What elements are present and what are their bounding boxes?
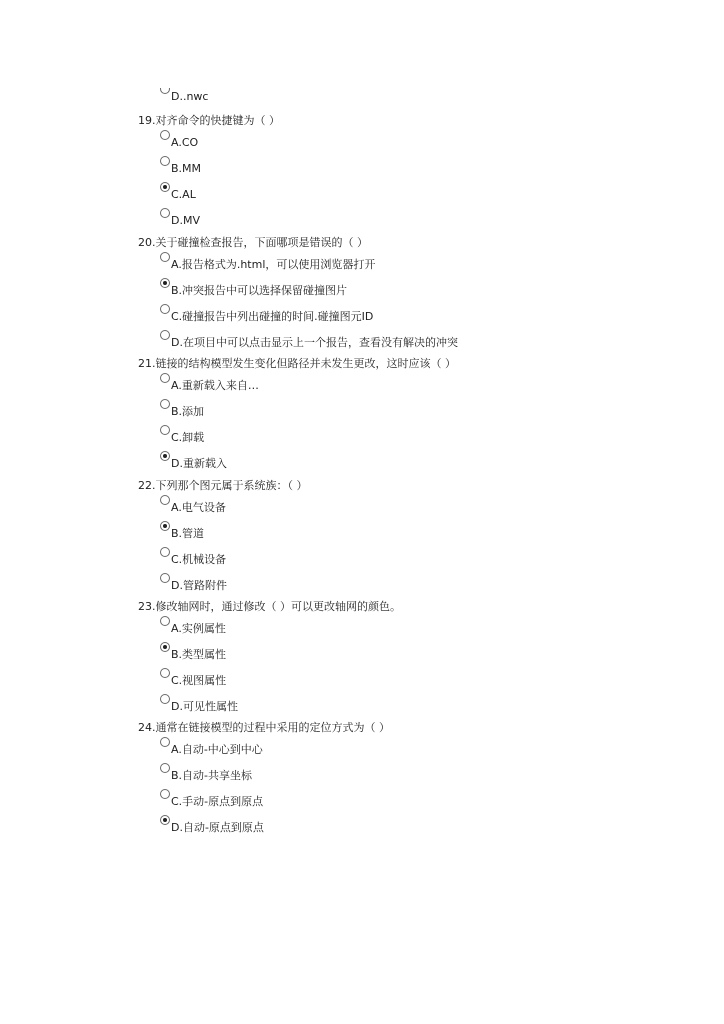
option-label: B.冲突报告中可以选择保留碰撞图片 — [171, 284, 348, 297]
radio-button[interactable] — [160, 495, 170, 505]
answer-option[interactable] — [160, 308, 373, 324]
radio-button[interactable] — [160, 156, 170, 166]
option-label: B.管道 — [171, 527, 205, 540]
radio-button[interactable] — [160, 252, 170, 262]
option-label: A.电气设备 — [171, 501, 226, 514]
option-label: D.在项目中可以点击显示上一个报告，查看没有解决的冲突 — [171, 336, 458, 349]
option-label: C.碰撞报告中列出碰撞的时间.碰撞图元ID — [171, 310, 374, 323]
answer-option[interactable] — [160, 698, 238, 714]
option-label: B.自动-共享坐标 — [171, 769, 253, 782]
option-label: A.实例属性 — [171, 622, 226, 635]
answer-option[interactable] — [160, 186, 196, 202]
answer-option[interactable] — [160, 134, 198, 150]
radio-button[interactable] — [160, 573, 170, 583]
answer-option[interactable] — [160, 377, 259, 393]
question-text: 22.下列那个图元属于系统族：（ ） — [138, 479, 308, 492]
option-label: C.卸载 — [171, 431, 205, 444]
option-label: D.重新载入 — [171, 457, 227, 470]
radio-button[interactable] — [160, 763, 170, 773]
option-fragment[interactable] — [160, 88, 208, 102]
answer-option[interactable] — [160, 455, 227, 471]
radio-button-selected[interactable] — [160, 182, 170, 192]
radio-button-selected[interactable] — [160, 521, 170, 531]
radio-button-selected[interactable] — [160, 815, 170, 825]
answer-option[interactable] — [160, 282, 347, 298]
option-label: A.重新载入来自… — [171, 379, 259, 392]
option-label: D.自动-原点到原点 — [171, 821, 264, 834]
answer-option[interactable] — [160, 256, 375, 272]
question-text: 19.对齐命令的快捷键为（ ） — [138, 114, 280, 127]
answer-option[interactable] — [160, 741, 263, 757]
option-label: A.CO — [171, 136, 199, 149]
answer-option[interactable] — [160, 525, 204, 541]
radio-button[interactable] — [160, 304, 170, 314]
radio-button[interactable] — [160, 789, 170, 799]
radio-button[interactable] — [160, 737, 170, 747]
radio-button[interactable] — [160, 130, 170, 140]
option-label: C.机械设备 — [171, 553, 227, 566]
option-label: C.手动-原点到原点 — [171, 795, 264, 808]
radio-button-selected[interactable] — [160, 451, 170, 461]
answer-option[interactable] — [160, 672, 226, 688]
answer-option[interactable] — [160, 793, 263, 809]
question-text: 23.修改轴网时，通过修改（ ）可以更改轴网的颜色。 — [138, 600, 401, 613]
answer-option[interactable] — [160, 551, 226, 567]
answer-option[interactable] — [160, 499, 226, 515]
radio-button[interactable] — [160, 330, 170, 340]
option-label: D.管路附件 — [171, 579, 227, 592]
radio-button[interactable] — [160, 425, 170, 435]
answer-option[interactable] — [160, 429, 204, 445]
answer-option[interactable] — [160, 620, 226, 636]
radio-button-selected[interactable] — [160, 278, 170, 288]
radio-button[interactable] — [160, 694, 170, 704]
radio-button[interactable] — [160, 399, 170, 409]
answer-option[interactable] — [160, 160, 201, 176]
option-label: C.视图属性 — [171, 674, 227, 687]
radio-button-selected[interactable] — [160, 642, 170, 652]
option-label: D.可见性属性 — [171, 700, 238, 713]
radio-button[interactable] — [160, 373, 170, 383]
question-text: 21.链接的结构模型发生变化但路径并未发生更改，这时应该（ ） — [138, 357, 456, 370]
answer-option[interactable] — [160, 577, 227, 593]
question-text: 20.关于碰撞检查报告，下面哪项是错误的（ ） — [138, 236, 368, 249]
option-label: C.AL — [171, 188, 196, 201]
question-text: 24.通常在链接模型的过程中采用的定位方式为（ ） — [138, 721, 390, 734]
option-label: B.类型属性 — [171, 648, 227, 661]
option-label: B.添加 — [171, 405, 205, 418]
answer-option[interactable] — [160, 819, 264, 835]
option-label: A.自动-中心到中心 — [171, 743, 263, 756]
answer-option[interactable] — [160, 334, 458, 350]
radio-button[interactable] — [160, 668, 170, 678]
answer-option[interactable] — [160, 403, 204, 419]
option-label: D.MV — [171, 214, 200, 227]
option-label: A.报告格式为.html，可以使用浏览器打开 — [171, 258, 376, 271]
option-label: D..nwc — [171, 90, 209, 102]
radio-button[interactable] — [160, 88, 170, 94]
answer-option[interactable] — [160, 646, 226, 662]
answer-option[interactable] — [160, 212, 200, 228]
radio-button[interactable] — [160, 208, 170, 218]
option-label: B.MM — [171, 162, 202, 175]
radio-button[interactable] — [160, 547, 170, 557]
answer-option[interactable] — [160, 767, 252, 783]
radio-button[interactable] — [160, 616, 170, 626]
